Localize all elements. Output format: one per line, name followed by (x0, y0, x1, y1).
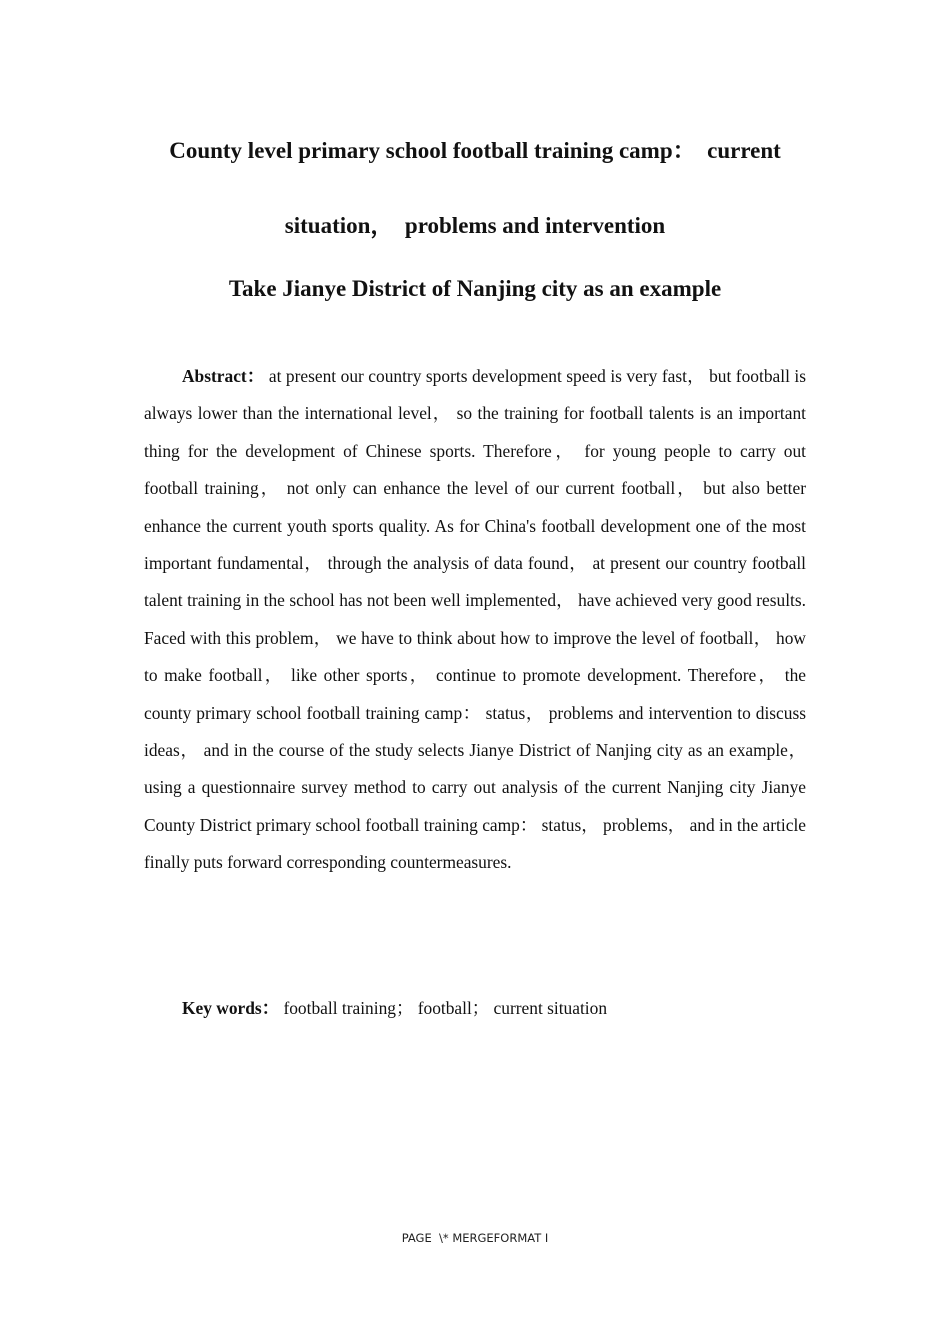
title-line-1: County level primary school football training camp： current (169, 138, 781, 163)
page-footer-field: PAGE \* MERGEFORMAT I (401, 1231, 549, 1245)
title-line-2: situation， problems and intervention (284, 213, 666, 238)
abstract-label: Abstract： (182, 366, 265, 386)
keywords-text: football training； football； current situation (279, 998, 608, 1018)
keywords-paragraph (144, 990, 806, 1027)
abstract-paragraph (144, 358, 806, 882)
subtitle: Take Jianye District of Nanjing city as an example (228, 276, 722, 301)
abstract-text: at present our country sports development speed is very fast， but football is always lower than the international level， so the training for football talents is an important thing for the development of Chinese sports. Therefore， for young people to carry out football training， not only can enhance the level of our current football， but also better enhance the current youth sports quality. As for China's football development one of the most important fundamental， through the analysis of data found， at present our country football talent training in the school has not been well implemented， have achieved very good results. Faced with this problem， we have to think about how to improve the level of football， how to make football， like other sports， continue to promote development. Therefore， the county primary school football training camp： status， problems and intervention to discuss ideas， and in the course of the study selects Jianye District of Nanjing city as an example， using a questionnaire survey method to carry out analysis of the current Nanjing city Jianye County District primary school football training camp： status， problems， and in the article finally puts forward corresponding countermeasures. (144, 366, 806, 873)
keywords-label: Key words： (182, 998, 280, 1018)
